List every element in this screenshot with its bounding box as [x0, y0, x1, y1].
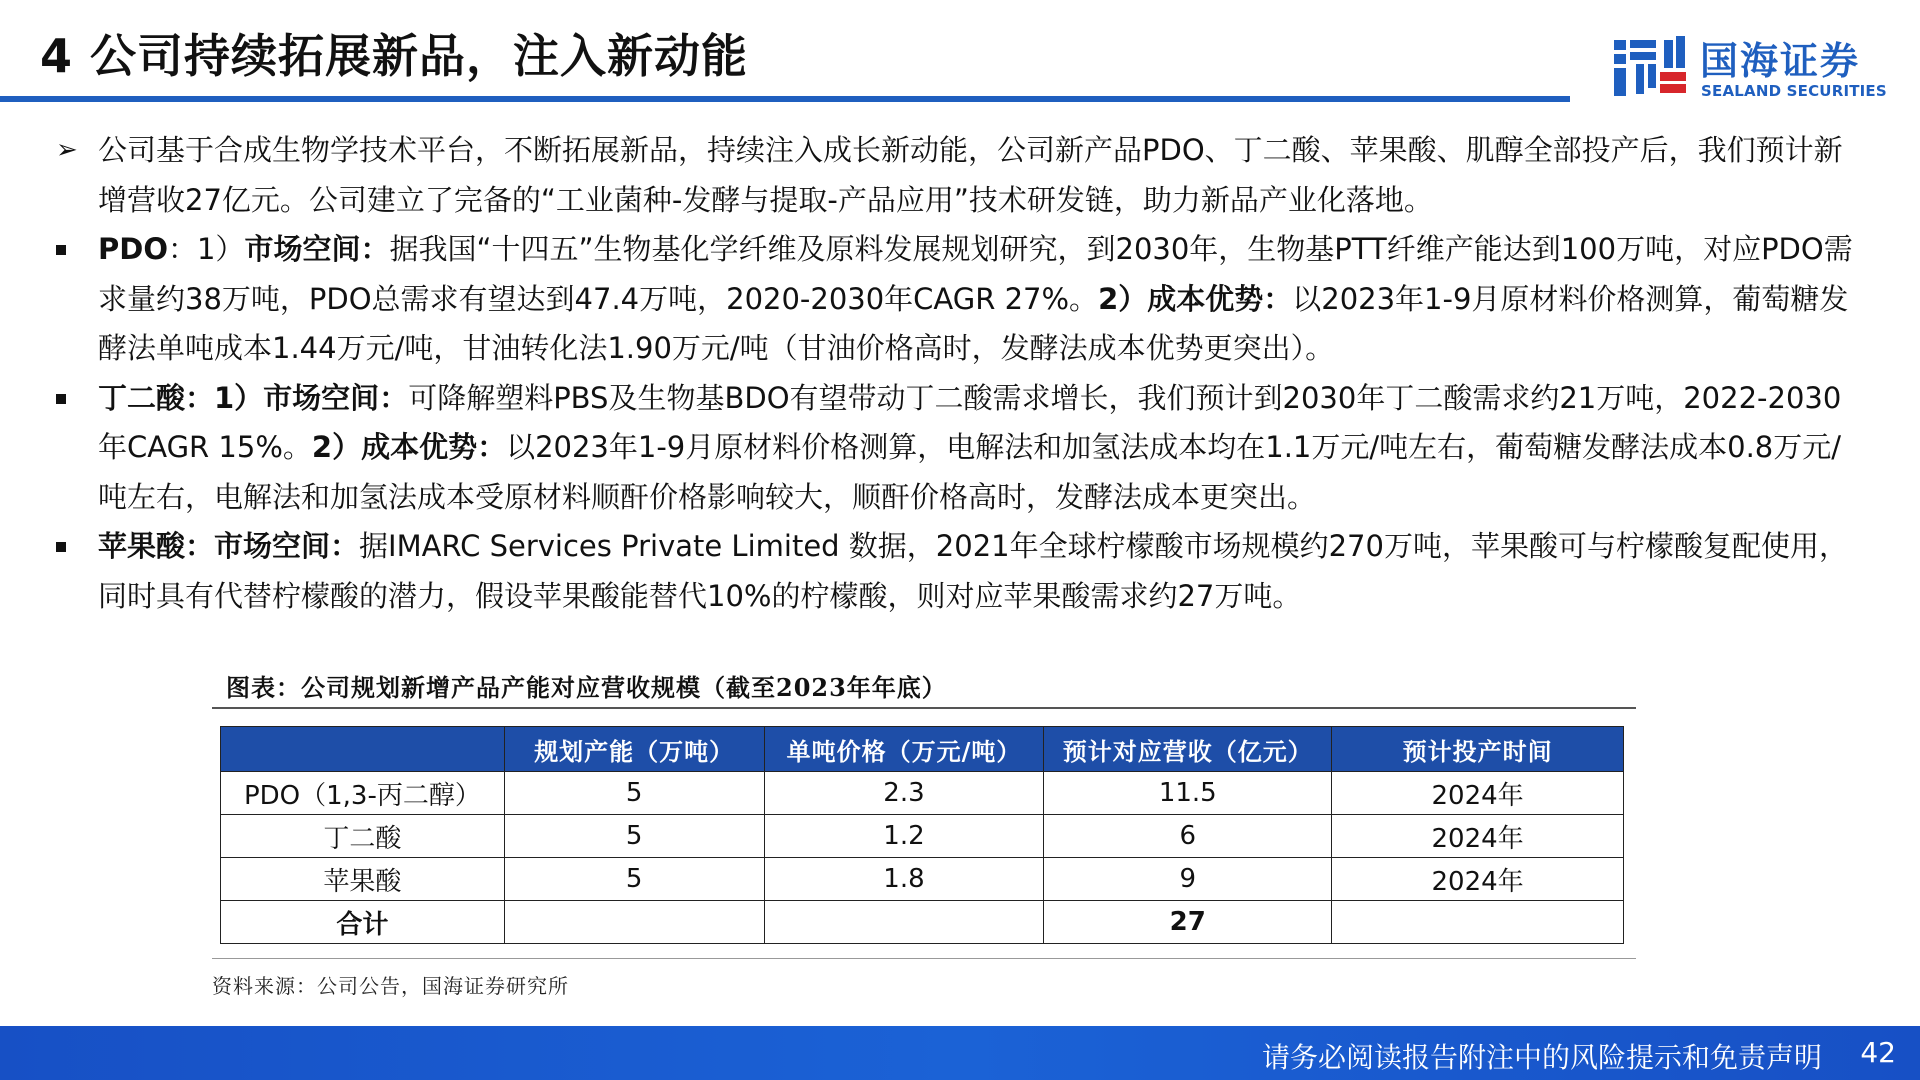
table-cell: 11.5	[1044, 772, 1332, 815]
table-total-row	[221, 901, 1624, 944]
table-cell	[764, 901, 1044, 944]
table-header-cell: 预计对应营收（亿元）	[1044, 727, 1332, 772]
page-number: 42	[1860, 1036, 1896, 1069]
table-cell: 1.8	[764, 858, 1044, 901]
source-divider	[212, 958, 1636, 959]
bullet-list	[50, 126, 1870, 621]
sealand-logo-icon	[1612, 34, 1690, 100]
table-caption: 图表：公司规划新增产品产能对应营收规模（截至2023年年底）	[226, 673, 947, 702]
bullet-text: 据我国“十四五”生物基化学纤维及原料发展规划研究，到2030年，生物基PTT纤维产能达到100万吨，对应PDO需求量约38万吨，PDO总需求有望达到47.4万吨，2020-2030年CAGR 27%。	[98, 232, 1853, 316]
table-header-cell: 预计投产时间	[1332, 727, 1624, 772]
table-header-cell: 单吨价格（万元/吨）	[764, 727, 1044, 772]
data-source-note: 资料来源：公司公告，国海证券研究所	[212, 974, 569, 998]
bullet-bold-text: 苹果酸：市场空间：	[98, 529, 360, 563]
bullet-bold-text: 2）成本优势：	[1098, 281, 1293, 316]
bullet-bold-text: 市场空间：	[244, 232, 390, 266]
table-cell: 9	[1044, 858, 1332, 901]
logo-chinese-name: 国海证券	[1700, 39, 1861, 83]
bullet-text: 据IMARC Services Private Limited 数据，2021年全球柠檬酸市场规模约270万吨，苹果酸可与柠檬酸复配使用，同时具有代替柠檬酸的潜力，假设苹果酸能替代10%的柠檬酸，则对应苹果酸需求约27万吨。	[98, 529, 1848, 613]
bullet-bold-text: PDO	[98, 232, 168, 266]
product-name-cell: 苹果酸	[221, 858, 505, 901]
table-cell: 2024年	[1332, 772, 1624, 815]
logo-english-name: SEALAND SECURITIES	[1701, 82, 1887, 100]
table-cell: 1.2	[764, 815, 1044, 858]
bullet-text: 公司基于合成生物学技术平台，不断拓展新品，持续注入成长新动能，公司新产品PDO、丁二酸、苹果酸、肌醇全部投产后，我们预计新增营收27亿元。公司建立了完备的“工业菌种-发酵与提取-产品应用”技术研发链，助力新品产业化落地。	[98, 133, 1843, 217]
table-header-cell: 规划产能（万吨）	[504, 727, 764, 772]
bullet-item	[50, 374, 1870, 523]
table-row	[221, 772, 1624, 815]
table-cell: 5	[504, 858, 764, 901]
table-row	[221, 858, 1624, 901]
bullet-square-icon	[56, 245, 66, 255]
table-cell: 6	[1044, 815, 1332, 858]
bullet-item	[50, 126, 1870, 225]
table-cell	[504, 901, 764, 944]
bullet-bold-text: 丁二酸：1）市场空间：	[98, 380, 409, 415]
revenue-table	[220, 726, 1624, 944]
total-revenue-cell: 27	[1044, 901, 1332, 944]
bullet-bold-text: 2）成本优势：	[311, 430, 507, 464]
company-logo	[1612, 30, 1892, 106]
arrow-bullet-icon: ➢	[56, 135, 78, 165]
bullet-square-icon	[56, 394, 66, 404]
disclaimer-link[interactable]: 请务必阅读报告附注中的风险提示和免责声明	[1261, 1041, 1822, 1074]
page-title: 4 公司持续拓展新品，注入新动能	[40, 29, 749, 83]
bullet-text: 以2023年1-9月原材料价格测算，葡萄糖发酵法单吨成本1.44万元/吨，甘油转化法1.90万元/吨（甘油价格高时，发酵法成本优势更突出）。	[98, 281, 1849, 365]
caption-divider	[212, 707, 1636, 709]
product-name-cell: 丁二酸	[221, 815, 505, 858]
table-cell: 2.3	[764, 772, 1044, 815]
bullet-item	[50, 225, 1870, 374]
table-cell: 2024年	[1332, 858, 1624, 901]
table-cell	[1332, 901, 1624, 944]
table-cell: 5	[504, 772, 764, 815]
table-cell: 5	[504, 815, 764, 858]
table-row	[221, 815, 1624, 858]
footer-bar	[0, 1026, 1920, 1080]
table-header-cell	[221, 727, 505, 772]
bullet-square-icon	[56, 542, 66, 552]
table-header-row	[221, 727, 1624, 772]
bullet-text: 以2023年1-9月原材料价格测算，电解法和加氢法成本均在1.1万元/吨左右，葡萄糖发酵法成本0.8万元/吨左右，电解法和加氢法成本受原材料顺酐价格影响较大，顺酐价格高时，发酵法成本更突出。	[98, 430, 1842, 514]
product-name-cell: PDO（1,3-丙二醇）	[221, 772, 505, 815]
bullet-text: ：1）	[167, 232, 245, 266]
total-label-cell: 合计	[221, 901, 505, 944]
table-cell: 2024年	[1332, 815, 1624, 858]
title-divider	[0, 96, 1570, 102]
bullet-text: 可降解塑料PBS及生物基BDO有望带动丁二酸需求增长，我们预计到2030年丁二酸需求约21万吨，2022-2030年CAGR 15%。	[98, 380, 1842, 464]
bullet-item	[50, 522, 1870, 621]
